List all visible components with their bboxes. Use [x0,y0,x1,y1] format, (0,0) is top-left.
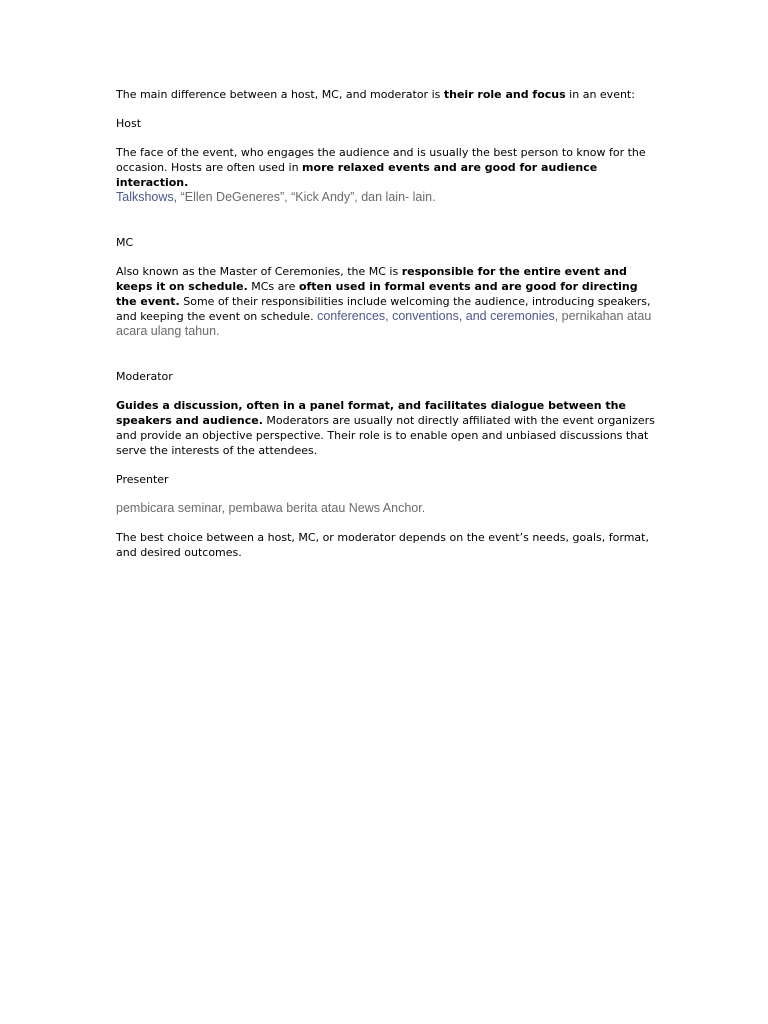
moderator-paragraph [116,398,656,458]
host-bold-a: more relaxed events and are good for audience interaction. [116,161,598,189]
moderator-bold-a: Guides a discussion, often in a panel format, and facilitates dialogue between the speakers and audience. [116,399,626,427]
host-text-a: The face of the event, who engages the audience and is usually the best person to know for the occasion. Hosts are often used in [116,146,646,174]
mc-paragraph [116,264,656,339]
mc-bold-b: often used in formal events and are good for directing the event. [116,280,638,308]
host-examples-blue: Talkshows, [116,190,181,204]
host-paragraph [116,145,656,190]
intro-text-a: The main difference between a host, MC, and moderator is [116,88,444,101]
conclusion-paragraph: The best choice between a host, MC, or moderator depends on the event’s needs, goals, format, and desired outcomes. [116,531,649,559]
mc-heading: MC [116,236,134,249]
host-examples-gray: “Ellen DeGeneres”, “Kick Andy”, dan lain- lain. [180,190,436,204]
presenter-heading: Presenter [116,473,169,486]
mc-text-b: MCs are [247,280,299,293]
mc-text-a: Also known as the Master of Ceremonies, the MC is [116,265,402,278]
intro-bold-a: their role and focus [443,88,566,101]
moderator-text-a: Moderators are usually not directly affiliated with the event organizers and provide an objective perspective. Their role is to enable open and unbiased discussions that serve the interests of the attendees. [116,414,655,457]
intro-paragraph [116,87,656,102]
presenter-examples-gray: pembicara seminar, pembawa berita atau News Anchor. [116,501,426,515]
host-examples [116,190,656,205]
mc-examples-gray: , pernikahan atau acara ulang tahun. [116,309,652,338]
presenter-examples [116,501,656,516]
intro-text-b: in an event: [565,88,635,101]
mc-examples-blue: conferences, conventions, and ceremonies [317,309,555,323]
document-body [116,87,656,560]
host-heading: Host [116,117,142,130]
mc-bold-a: responsible for the entire event and keeps it on schedule. [116,265,627,293]
mc-text-c: Some of their responsibilities include welcoming the audience, introducing speakers, and keeping the event on schedule. [116,295,651,323]
moderator-heading: Moderator [116,370,173,383]
